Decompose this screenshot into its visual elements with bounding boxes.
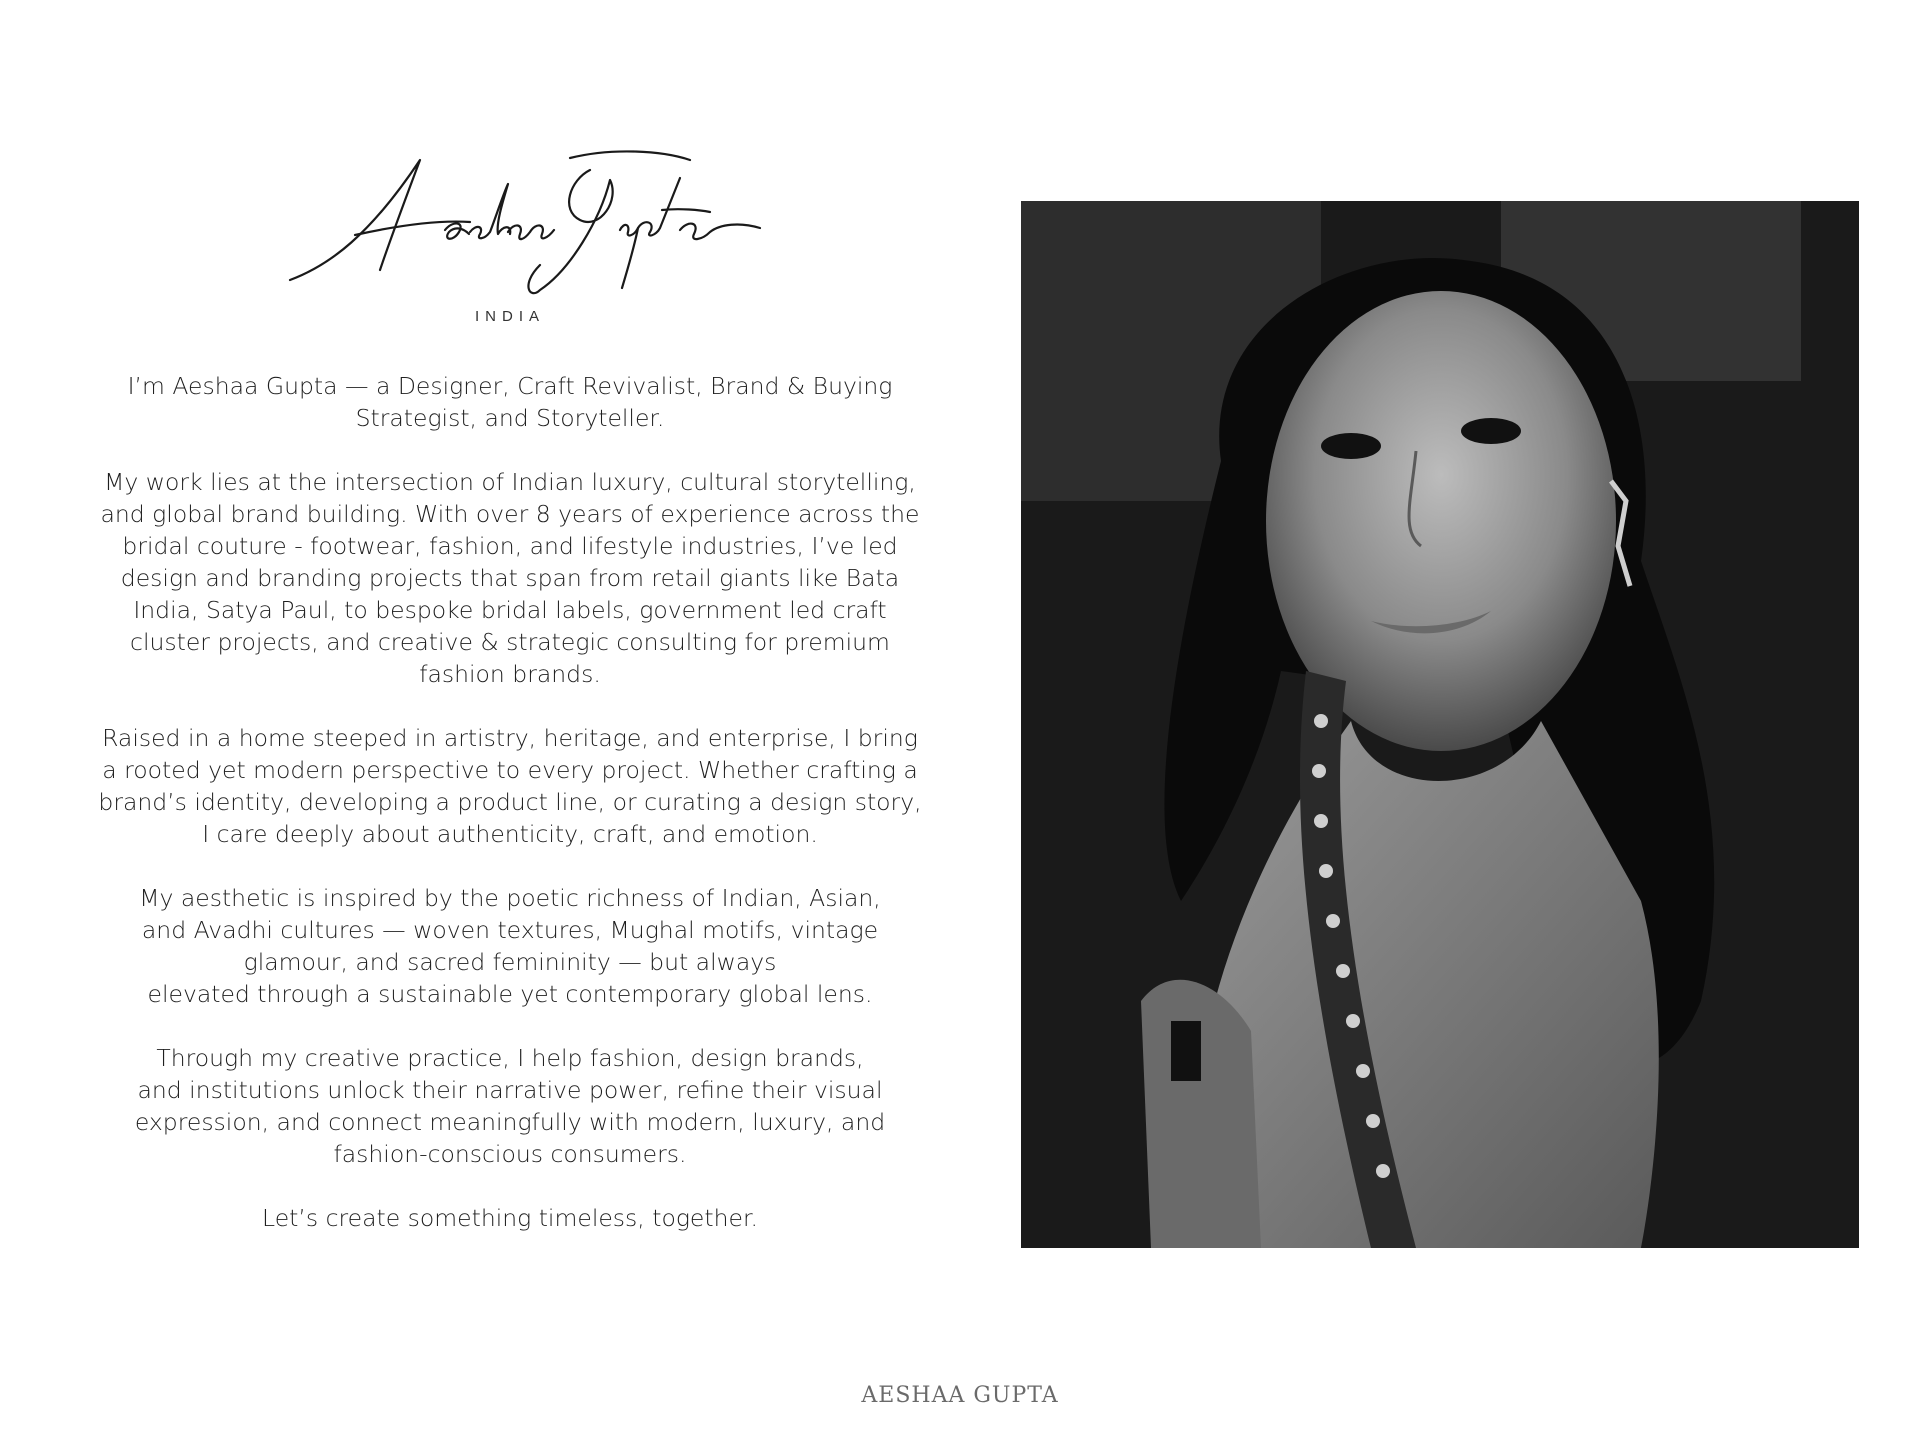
bio-paragraph-aesthetic: My aesthetic is inspired by the poetic richness of Indian, Asian, and Avadhi cultures — woven textures, Mughal motifs, vintage glamour, and sacred femininity — but always elevated through a sustainable yet contemporary global lens.	[139, 884, 881, 1008]
portrait-photo	[1021, 201, 1859, 1248]
bio-text	[85, 370, 935, 1266]
location-label: INDIA	[474, 308, 545, 325]
bio-paragraph-intro: I’m Aeshaa Gupta — a Designer, Craft Revivalist, Brand & Buying Strategist, and Storyteller.	[127, 372, 893, 432]
bio-paragraph-heritage: Raised in a home steeped in artistry, heritage, and enterprise, I bring a rooted yet modern perspective to every project. Whether crafting a brand’s identity, developing a product line, or curating a design story, I care deeply about authenticity, craft, and emotion.	[98, 724, 922, 848]
signature-logo	[270, 140, 770, 310]
bio-paragraph-closing: Let’s create something timeless, together.	[262, 1204, 758, 1232]
bio-paragraph-work: My work lies at the intersection of Indian luxury, cultural storytelling, and global brand building. With over 8 years of experience across the bridal couture - footwear, fashion, and lifestyle industries, I’ve led design and branding projects that span from retail giants like Bata India, Satya Paul, to bespoke bridal labels, government led craft cluster projects, and creative & strategic consulting for premium fashion brands.	[100, 468, 920, 688]
bio-paragraph-practice: Through my creative practice, I help fashion, design brands, and institutions unlock their narrative power, refine their visual expression, and connect meaningfully with modern, luxury, and fashion-conscious consumers.	[134, 1044, 886, 1168]
footer-brand: AESHAA GUPTA	[861, 1383, 1059, 1408]
